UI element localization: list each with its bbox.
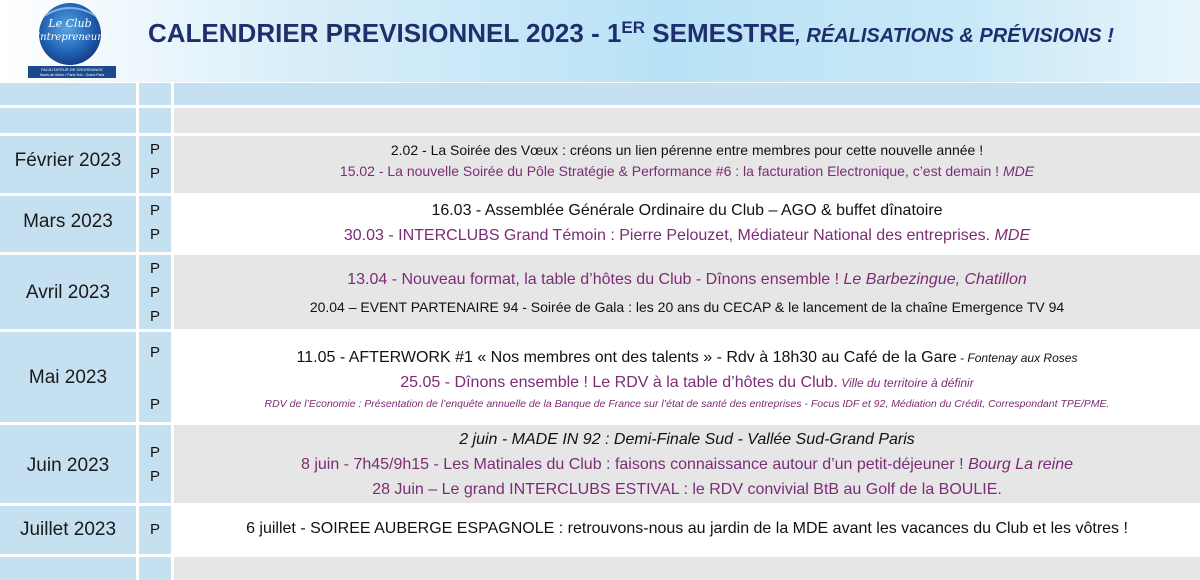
table-row — [0, 136, 1200, 193]
event-line: 30.03 - INTERCLUBS Grand Témoin : Pierre Pelouzet, Médiateur National des entreprises. MDE — [343, 227, 1031, 244]
status-p: P — [149, 444, 160, 461]
status-p: P — [149, 344, 160, 361]
event-line: 2 juin - MADE IN 92 : Demi-Finale Sud - Vallée Sud-Grand Paris — [459, 431, 915, 448]
table-header-row — [0, 83, 1200, 105]
month-label: Février 2023 — [14, 150, 122, 171]
status-p: P — [149, 468, 160, 485]
status-p: P — [149, 308, 160, 325]
table-row — [0, 255, 1200, 329]
status-p: P — [149, 165, 160, 182]
event-line: RDV de l’Economie : Présentation de l’enquête annuelle de la Banque de France sur l’état de santé des entreprises - Focus IDF et 92, Médiation du Crédit, Correspondant TPE/PME. — [264, 398, 1110, 410]
status-p: P — [149, 396, 160, 413]
event-line: 11.05 - AFTERWORK #1 « Nos membres ont des talents » - Rdv à 18h30 au Café de la Gare - Fontenay aux Roses — [296, 349, 1078, 366]
status-p: P — [149, 284, 160, 301]
event-line: 25.05 - Dînons ensemble ! Le RDV à la table d’hôtes du Club. Ville du territoire à définir — [400, 374, 974, 391]
event-line: 13.04 - Nouveau format, la table d’hôtes du Club - Dînons ensemble ! Le Barbezingue, Chatillon — [347, 271, 1027, 288]
event-line: 2.02 - La Soirée des Vœux : créons un lien pérenne entre membres pour cette nouvelle année ! — [390, 142, 984, 158]
table-row — [0, 332, 1200, 422]
page-title: CALENDRIER PREVISIONNEL 2023 - 1ER SEMESTRE, RÉALISATIONS & PRÉVISIONS ! — [148, 18, 1114, 48]
status-p: P — [149, 260, 160, 277]
month-label: Avril 2023 — [25, 282, 111, 303]
svg-text:FACILITATEUR DE CROISSANCE: FACILITATEUR DE CROISSANCE — [41, 67, 103, 72]
table-blank-row — [0, 108, 1200, 133]
month-label: Mai 2023 — [28, 367, 108, 388]
table-row — [0, 425, 1200, 503]
status-p: P — [149, 521, 160, 538]
status-p: P — [149, 202, 160, 219]
status-p: P — [149, 141, 160, 158]
month-label: Juin 2023 — [26, 455, 110, 476]
svg-text:Entrepreneurs: Entrepreneurs — [32, 32, 108, 43]
event-line: 6 juillet - SOIREE AUBERGE ESPAGNOLE : retrouvons-nous au jardin de la MDE avant les vacances du Club et les vôtres ! — [246, 520, 1128, 537]
svg-text:Hauts-de-Seine • Paris Sud - G: Hauts-de-Seine • Paris Sud - Grand Paris — [39, 73, 105, 77]
event-line: 28 Juin – Le grand INTERCLUBS ESTIVAL : le RDV convivial BtB au Golf de la BOULIE. — [372, 481, 1002, 498]
status-p: P — [149, 226, 160, 243]
table-row — [0, 196, 1200, 252]
club-logo — [22, 2, 122, 78]
month-label: Juillet 2023 — [19, 519, 117, 540]
event-line: 16.03 - Assemblée Générale Ordinaire du Club – AGO & buffet dînatoire — [431, 202, 943, 219]
event-line: 15.02 - La nouvelle Soirée du Pôle Stratégie & Performance #6 : la facturation Electronique, c’est demain ! MDE — [339, 163, 1035, 179]
svg-text:Le Club: Le Club — [48, 17, 92, 30]
header-banner — [0, 0, 1200, 82]
month-label: Mars 2023 — [23, 211, 113, 232]
table-footer-row — [0, 557, 1200, 580]
table-row — [0, 506, 1200, 554]
event-line: 8 juin - 7h45/9h15 - Les Matinales du Club : faisons connaissance autour d’un petit-déjeuner ! Bourg La reine — [300, 456, 1074, 473]
event-line: 20.04 – EVENT PARTENAIRE 94 - Soirée de Gala : les 20 ans du CECAP & le lancement de la chaîne Emergence TV 94 — [309, 299, 1065, 315]
